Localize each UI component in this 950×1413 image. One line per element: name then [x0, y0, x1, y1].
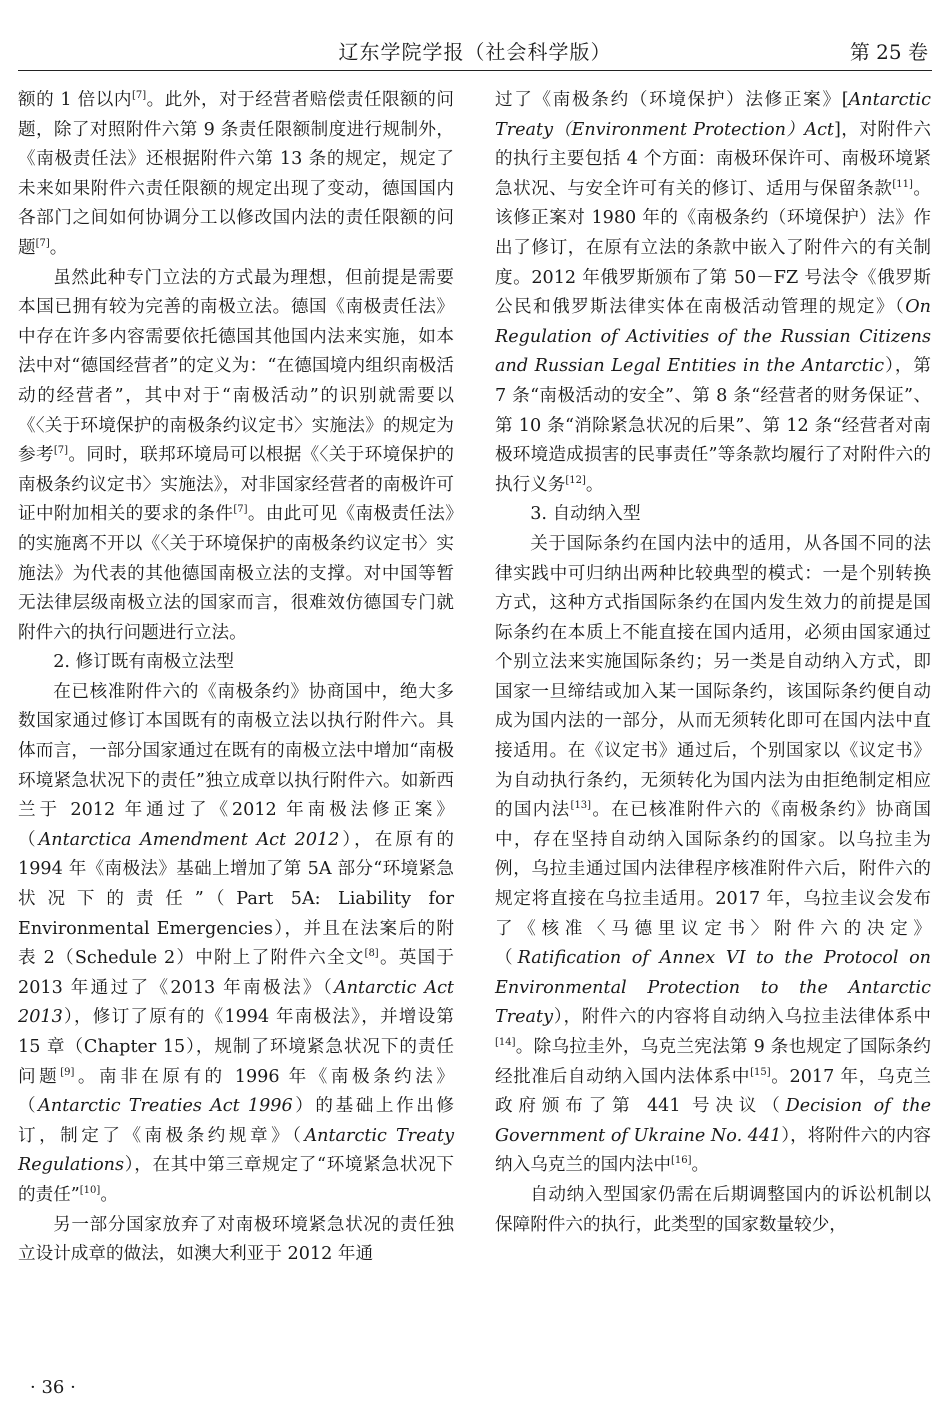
running-header — [18, 30, 932, 71]
paragraph: 另一部分国家放弃了对南极环境紧急状况的责任独立设计成章的做法，如澳大利亚于 2012 年通 — [18, 1214, 454, 1265]
paragraph: 额的 1 倍以内[7]。此外，对于经营者赔偿责任限额的问题，除了对照附件六第 9 条责任限额制度进行规制外，《南极责任法》还根据附件六第 13 条的规定，规定了未来如果附件六责任限额的规定出现了变动，德国国内各部门之间如何协调分工以修改国内法的责任限额的问题[7]。 — [18, 90, 454, 258]
volume-label: 第 25 卷 — [849, 40, 928, 64]
paragraph: 过了《南极条约（环境保护）法修正案》[Antarctic Treaty（Environment Protection）Act]，对附件六的执行主要包括 4 个方面：南极环保许可、南极环境紧急状况、与安全许可有关的修订、适用与保留条款[11]。该修正案对 1980 年的《南极条约（环境保护）法》作出了修订，在原有立法的条款中嵌入了附件六的有关制度。2012 年俄罗斯颁布了第 50－FZ 号法令《俄罗斯公民和俄罗斯法律实体在南极活动管理的规定》（On Regulation of Activities of the Russian Citizens and Russian Legal Entities in the Antarctic），第 7 条“南极活动的安全”、第 8 条“经营者的财务保证”、第 10 条“消除紧急状况的后果”、第 12 条“经营者对南极环境造成损害的民事责任”等条款均履行了对附件六的执行义务[12]。 — [495, 90, 931, 495]
section-heading: 2. 修订既有南极立法型 — [53, 652, 234, 673]
page-number: · 36 · — [30, 1377, 76, 1398]
paragraph: 自动纳入型国家仍需在后期调整国内的诉讼机制以保障附件六的执行，此类型的国家数量较少， — [495, 1184, 931, 1235]
left-column — [18, 86, 454, 1270]
paragraph: 关于国际条约在国内法中的适用，从各国不同的法律实践中可归纳出两种比较典型的模式：一是个别转换方式，这种方式指国际条约在国内发生效力的前提是国际条约在本质上不能直接在国内适用，必须由国家通过个别立法来实施国际条约；另一类是自动纳入方式，即国家一旦缔结或加入某一国际条约，该国际条约便自动成为国内法的一部分，从而无须转化即可在国内法中直接适用。在《议定书》通过后，个别国家以《议定书》为自动执行条约，无须转化为国内法为由拒绝制定相应的国内法[13]。在已核准附件六的《南极条约》协商国中，存在坚持自动纳入国际条约的国家。以乌拉圭为例，乌拉圭通过国内法律程序核准附件六后，附件六的规定将直接在乌拉圭适用。2017 年，乌拉圭议会发布了《核准〈马德里议定书〉附件六的决定》（Ratification of Annex VI to the Protocol on Environmental Protection to the Antarctic Treaty），附件六的内容将自动纳入乌拉圭法律体系中[14]。除乌拉圭外，乌克兰宪法第 9 条也规定了国际条约经批准后自动纳入国内法体系中[15]。2017 年，乌克兰政府颁布了第 441 号决议（Decision of the Government of Ukraine No. 441），将附件六的内容纳入乌克兰的国内法中[16]。 — [495, 533, 931, 1176]
journal-title: 辽东学院学报（社会科学版） — [338, 40, 612, 64]
section-heading: 3. 自动纳入型 — [530, 504, 641, 525]
right-column — [495, 86, 931, 1240]
paragraph: 在已核准附件六的《南极条约》协商国中，绝大多数国家通过修订本国既有的南极立法以执行附件六。具体而言，一部分国家通过在既有的南极立法中增加“南极环境紧急状况下的责任”独立成章以执行附件六。如新西兰于 2012 年通过了《2012 年南极法修正案》（Antarctica Amendment Act 2012），在原有的 1994 年《南极法》基础上增加了第 5A 部分“环境紧急状况下的责任”（Part 5A: Liability for Environmental Emergencies），并且在法案后的附表 2（Schedule 2）中附上了附件六全文[8]。英国于 2013 年通过了《2013 年南极法》（Antarctic Act 2013），修订了原有的《1994 年南极法》，并增设第 15 章（Chapter 15），规制了环境紧急状况下的责任问题[9]。南非在原有的 1996 年《南极条约法》（Antarctic Treaties Act 1996）的基础上作出修订，制定了《南极条约规章》（Antarctic Treaty Regulations），在其中第三章规定了“环境紧急状况下的责任”[10]。 — [18, 681, 455, 1205]
paragraph: 虽然此种专门立法的方式最为理想，但前提是需要本国已拥有较为完善的南极立法。德国《南极责任法》中存在许多内容需要依托德国其他国内法来实施，如本法中对“德国经营者”的定义为：“在德国境内组织南极活动的经营者”，其中对于“南极活动”的识别就需要以《〈关于环境保护的南极条约议定书〉实施法》的规定为参考[7]。同时，联邦环境局可以根据《〈关于环境保护的南极条约议定书〉实施法》，对非国家经营者的南极许可证中附加相关的要求的条件[7]。由此可见《南极责任法》的实施离不开以《〈关于环境保护的南极条约议定书〉实施法》为代表的其他德国南极立法的支撑。对中国等暂无法律层级南极立法的国家而言，很难效仿德国专门就附件六的执行问题进行立法。 — [18, 267, 454, 643]
